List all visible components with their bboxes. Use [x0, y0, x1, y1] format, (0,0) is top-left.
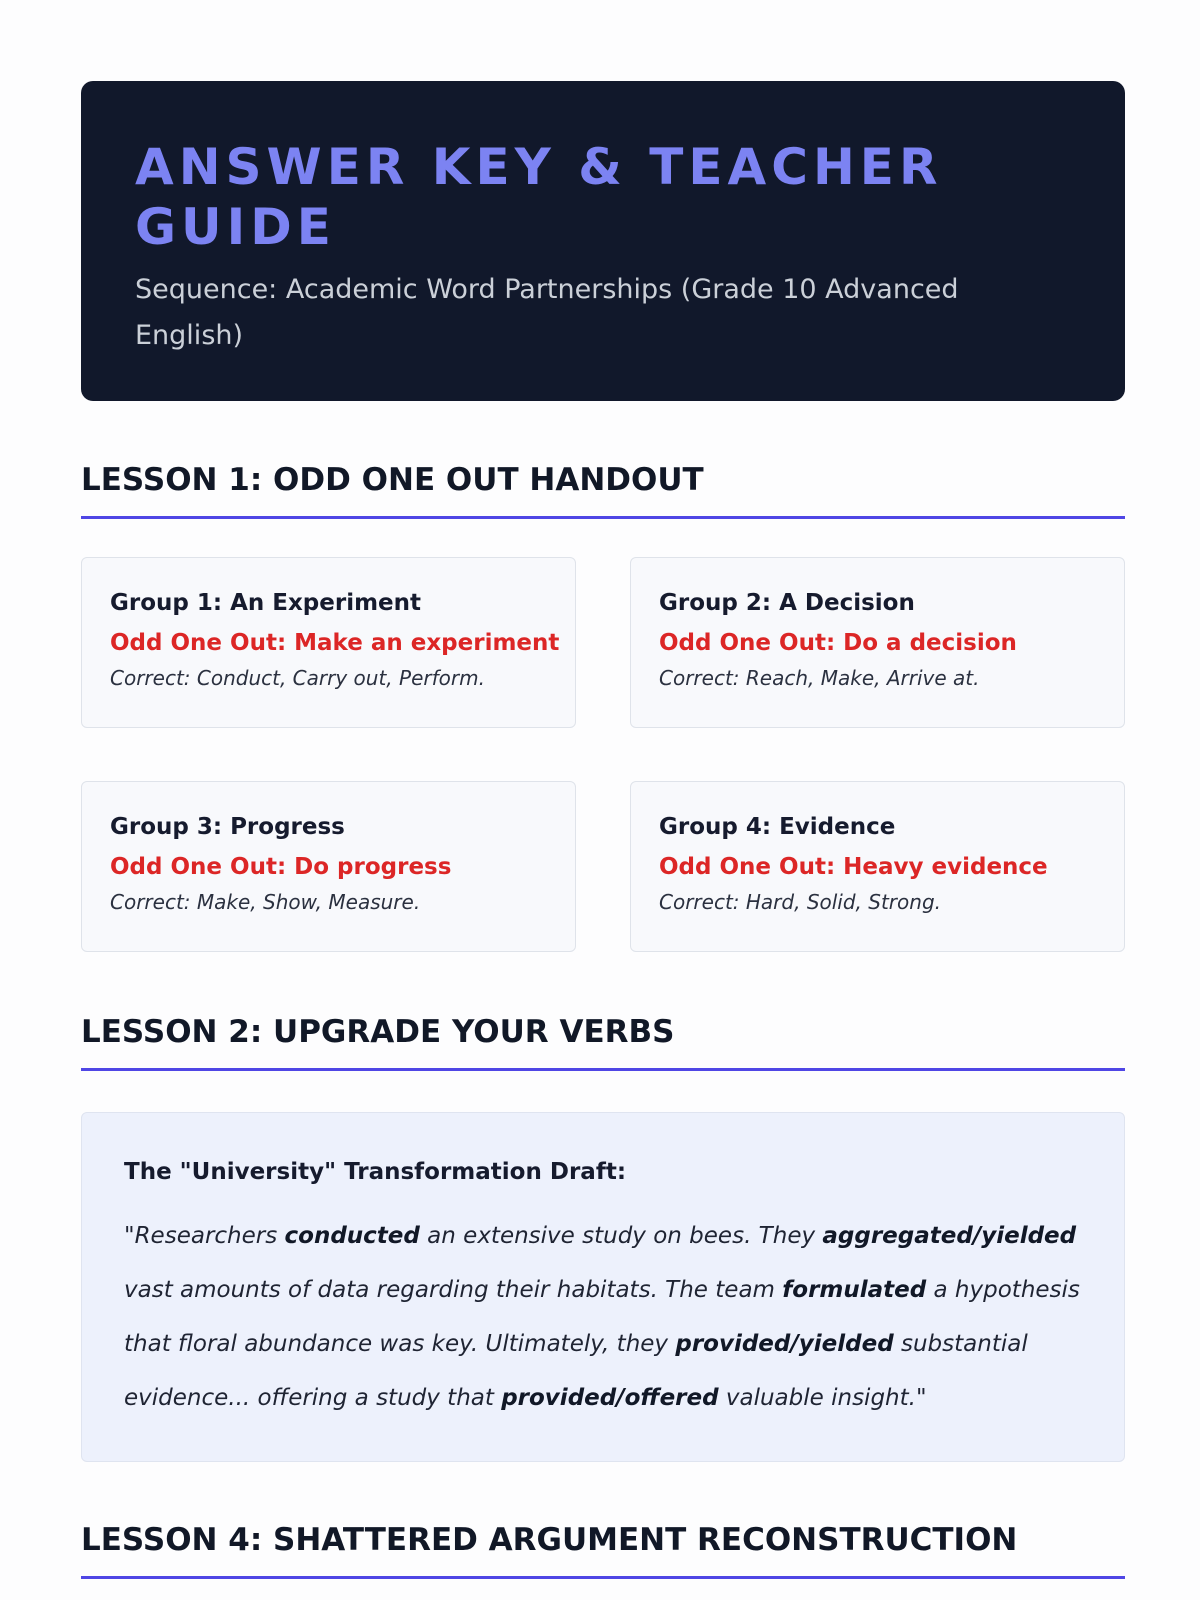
lesson-1-heading: LESSON 1: ODD ONE OUT HANDOUT [81, 460, 1125, 519]
draft-text-4: a hypothesis that floral abundance was key. Ultimately, they [124, 1277, 1080, 1357]
page-title: ANSWER KEY & TEACHER GUIDE [135, 138, 943, 256]
group-4-card [630, 781, 1125, 952]
draft-text-5: substantial evidence... offering a study that [124, 1331, 1028, 1411]
draft-verb-provided-yielded: provided/yielded [675, 1331, 894, 1357]
transformation-draft-box [81, 1112, 1125, 1462]
draft-verb-conducted: conducted [284, 1223, 420, 1249]
draft-verb-formulated: formulated [782, 1277, 927, 1303]
group-1-card [81, 557, 576, 728]
group-1-title: Group 1: An Experiment [110, 590, 422, 616]
draft-text-1: "Researchers [124, 1223, 285, 1249]
group-3-correct: Correct: Make, Show, Measure. [110, 890, 421, 914]
group-1-correct: Correct: Conduct, Carry out, Perform. [110, 666, 485, 690]
lesson-4-heading: LESSON 4: SHATTERED ARGUMENT RECONSTRUCTION [81, 1520, 1125, 1579]
header-banner [81, 81, 1125, 401]
draft-verb-provided-offered: provided/offered [501, 1385, 719, 1411]
group-2-correct: Correct: Reach, Make, Arrive at. [659, 666, 980, 690]
page-subtitle: Sequence: Academic Word Partnerships (Grade 10 Advanced English) [135, 274, 959, 351]
draft-text-2: an extensive study on bees. They [419, 1223, 823, 1249]
group-2-odd-one-out: Odd One Out: Do a decision [659, 630, 1017, 656]
group-3-odd-one-out: Odd One Out: Do progress [110, 854, 452, 880]
group-2-title: Group 2: A Decision [659, 590, 915, 616]
group-3-card [81, 781, 576, 952]
group-4-odd-one-out: Odd One Out: Heavy evidence [659, 854, 1048, 880]
group-4-correct: Correct: Hard, Solid, Strong. [659, 890, 941, 914]
draft-verb-aggregated: aggregated/yielded [822, 1223, 1077, 1249]
group-4-title: Group 4: Evidence [659, 814, 896, 840]
group-3-title: Group 3: Progress [110, 814, 345, 840]
group-2-card [630, 557, 1125, 728]
draft-heading: The "University" Transformation Draft: [124, 1159, 627, 1185]
group-1-odd-one-out: Odd One Out: Make an experiment [110, 630, 560, 656]
draft-text-6: valuable insight." [718, 1385, 927, 1411]
lesson-2-heading: LESSON 2: UPGRADE YOUR VERBS [81, 1012, 1125, 1071]
draft-paragraph [124, 1209, 1084, 1425]
draft-text-3: vast amounts of data regarding their habitats. The team [124, 1277, 783, 1303]
